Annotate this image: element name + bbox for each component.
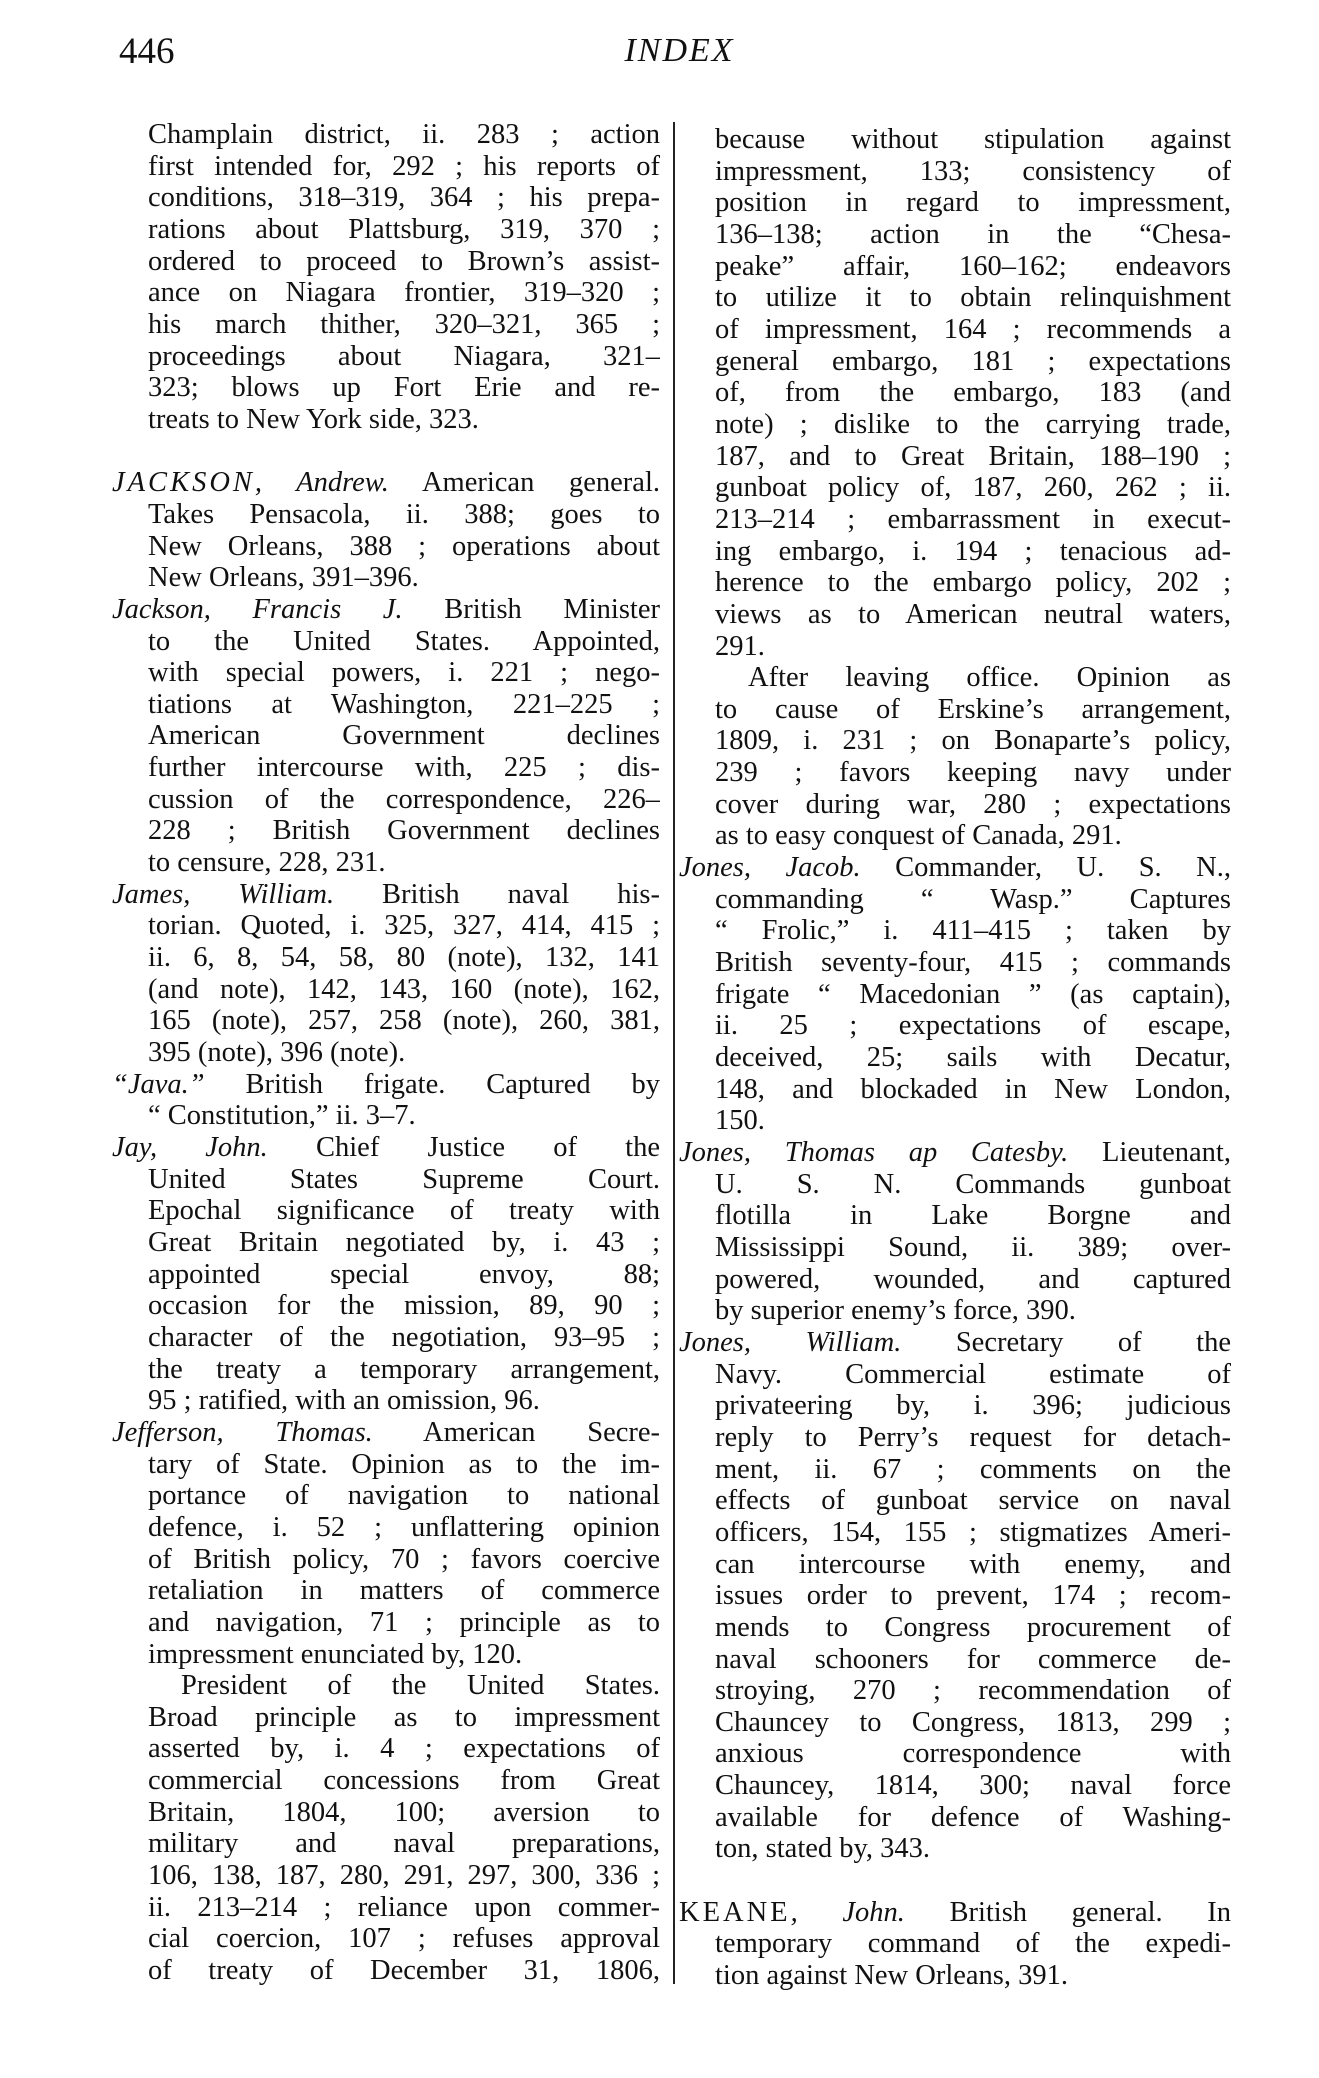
- entry-text: impressment, 133; consistency of: [715, 155, 1231, 187]
- entry-headword: Jefferson, Thomas.: [112, 1416, 373, 1448]
- entry-line: [715, 441, 1231, 473]
- entry-text: cial coercion, 107 ; refuses approval: [148, 1923, 660, 1955]
- index-entry: [679, 1897, 1231, 1992]
- index-entry: [112, 1670, 660, 1987]
- entry-line: [679, 1327, 1231, 1359]
- entry-text: powered, wounded, and captured: [715, 1263, 1231, 1295]
- entry-line: [679, 1137, 1231, 1169]
- entry-line: [715, 251, 1231, 283]
- entry-line: [715, 1833, 1231, 1865]
- entry-line: [715, 124, 1231, 156]
- entry-headword: Jones, William.: [679, 1326, 902, 1358]
- entry-text: reply to Perry’s request for detach-: [715, 1421, 1231, 1453]
- entry-line: [679, 1897, 1231, 1929]
- entry-text: United States Supreme Court.: [148, 1163, 660, 1195]
- entry-text: tiations at Washington, 221–225 ;: [148, 688, 660, 720]
- entry-line: [148, 1195, 660, 1227]
- entry-line: [715, 694, 1231, 726]
- entry-line: [715, 1770, 1231, 1802]
- entry-line: [148, 1164, 660, 1196]
- index-entry: [112, 1132, 660, 1417]
- entry-text: temporary command of the expedi-: [715, 1928, 1231, 1960]
- entry-text: Navy. Commercial estimate of: [715, 1358, 1231, 1390]
- entry-line: [715, 409, 1231, 441]
- entry-line: [148, 1227, 660, 1259]
- entry-line: [715, 1549, 1231, 1581]
- entry-line: [715, 1169, 1231, 1201]
- entry-line: [112, 467, 660, 499]
- entry-line: [715, 536, 1231, 568]
- entry-text: 291.: [715, 630, 765, 662]
- entry-line: [148, 1512, 660, 1544]
- entry-text: American general.: [388, 467, 660, 499]
- entry-text: Epochal significance of treaty with: [148, 1195, 660, 1227]
- entry-line: [148, 1575, 660, 1607]
- entry-line: [148, 182, 660, 214]
- entry-line: [148, 1670, 660, 1702]
- entry-line: [148, 562, 660, 594]
- entry-line: [148, 1449, 660, 1481]
- entry-text: British naval his-: [334, 878, 660, 910]
- entry-text: rations about Plattsburg, 319, 370 ;: [148, 213, 660, 245]
- entry-text: 150.: [715, 1105, 765, 1137]
- entry-line: [148, 277, 660, 309]
- entry-line: [715, 314, 1231, 346]
- entry-text: treats to New York side, 323.: [148, 403, 479, 435]
- entry-line: [715, 1074, 1231, 1106]
- entry-line: [148, 1639, 660, 1671]
- entry-line: [148, 372, 660, 404]
- entry-text: flotilla in Lake Borgne and: [715, 1200, 1231, 1232]
- entry-line: [715, 757, 1231, 789]
- entry-text: of, from the embargo, 183 (and: [715, 377, 1231, 409]
- entry-text: with special powers, i. 221 ; nego-: [148, 657, 660, 689]
- entry-line: [148, 784, 660, 816]
- page-title: INDEX: [624, 32, 735, 69]
- entry-line: [715, 662, 1231, 694]
- entry-text: 136–138; action in the “Chesa-: [715, 218, 1231, 250]
- entry-text: portance of navigation to national: [148, 1480, 660, 1512]
- entry-text: can intercourse with enemy, and: [715, 1548, 1231, 1580]
- entry-text: Chauncey, 1814, 300; naval force: [715, 1770, 1231, 1802]
- entry-text: 106, 138, 187, 280, 291, 297, 300, 336 ;: [148, 1860, 660, 1892]
- index-entry: [112, 879, 660, 1069]
- entry-line: [715, 915, 1231, 947]
- entry-text: appointed special envoy, 88;: [148, 1258, 660, 1290]
- entry-text: American Government declines: [148, 720, 660, 752]
- entry-text: of British policy, 70 ; favors coercive: [148, 1543, 660, 1575]
- entry-headword: Jones, Jacob.: [679, 852, 861, 884]
- entry-line: [148, 246, 660, 278]
- entry-line: [715, 1042, 1231, 1074]
- entry-text: British Minister: [402, 593, 660, 625]
- entry-text: gunboat policy of, 187, 260, 262 ; ii.: [715, 472, 1231, 504]
- entry-line: [148, 214, 660, 246]
- entry-line: [148, 1765, 660, 1797]
- entry-headword: Jones, Thomas ap Catesby.: [679, 1137, 1069, 1168]
- entry-line: [148, 404, 660, 436]
- entry-line: [715, 979, 1231, 1011]
- entry-line: [148, 1733, 660, 1765]
- entry-line: [715, 1105, 1231, 1137]
- entry-line: [148, 119, 660, 151]
- index-entry: [112, 119, 660, 436]
- entry-text: peake” affair, 160–162; endeavors: [715, 250, 1231, 282]
- entry-text: 148, and blockaded in New London,: [715, 1073, 1231, 1105]
- entry-line: [715, 1707, 1231, 1739]
- entry-line: [148, 847, 660, 879]
- entry-line: [148, 815, 660, 847]
- entry-headword: , Andrew.: [254, 467, 389, 499]
- entry-text: Mississippi Sound, ii. 389; over-: [715, 1231, 1231, 1263]
- entry-line: [148, 499, 660, 531]
- entry-line: [715, 1802, 1231, 1834]
- entry-line: [715, 599, 1231, 631]
- entry-line: [148, 1860, 660, 1892]
- entry-line: [715, 725, 1231, 757]
- entry-text: because without stipulation against: [715, 124, 1231, 155]
- entry-line: [112, 1417, 660, 1449]
- entry-line: [148, 1892, 660, 1924]
- entry-line: [148, 1290, 660, 1322]
- entry-line: [679, 852, 1231, 884]
- entry-text: military and naval preparations,: [148, 1828, 660, 1860]
- entry-text: herence to the embargo policy, 202 ;: [715, 567, 1231, 599]
- entry-text: ii. 25 ; expectations of escape,: [715, 1010, 1231, 1042]
- entry-text: President of the United States.: [181, 1670, 660, 1702]
- entry-text: to cause of Erskine’s arrangement,: [715, 693, 1231, 725]
- entry-text: first intended for, 292 ; his reports of: [148, 150, 660, 182]
- entry-line: [715, 1517, 1231, 1549]
- index-entry: [679, 1137, 1231, 1327]
- entry-text: to the United States. Appointed,: [148, 625, 660, 657]
- entry-text: British general. In: [904, 1896, 1231, 1928]
- entry-line: [715, 1928, 1231, 1960]
- entry-text: note) ; dislike to the carrying trade,: [715, 408, 1231, 440]
- entry-text: commercial concessions from Great: [148, 1765, 660, 1797]
- entry-line: [148, 1702, 660, 1734]
- entry-text: ton, stated by, 343.: [715, 1833, 931, 1865]
- entry-text: privateering by, i. 396; judicious: [715, 1390, 1231, 1422]
- entry-line: [715, 631, 1231, 663]
- entry-text: cover during war, 280 ; expectations: [715, 788, 1231, 820]
- entry-headword-surname: JACKSON: [112, 467, 255, 499]
- entry-text: U. S. N. Commands gunboat: [715, 1168, 1231, 1200]
- entry-text: his march thither, 320–321, 365 ;: [148, 308, 660, 340]
- entry-text: deceived, 25; sails with Decatur,: [715, 1042, 1231, 1074]
- entry-line: [715, 377, 1231, 409]
- entry-line: [148, 531, 660, 563]
- entry-text: views as to American neutral waters,: [715, 598, 1231, 630]
- entry-text: impressment enunciated by, 120.: [148, 1638, 523, 1670]
- entry-line: [715, 1612, 1231, 1644]
- entry-text: 323; blows up Fort Erie and re-: [148, 372, 660, 404]
- index-entry: [112, 1417, 660, 1670]
- entry-line: [148, 1037, 660, 1069]
- left-column: [112, 119, 660, 1987]
- entry-text: (and note), 142, 143, 160 (note), 162,: [148, 973, 660, 1005]
- entry-text: 395 (note), 396 (note).: [148, 1037, 406, 1069]
- entry-line: [715, 1644, 1231, 1676]
- entry-text: British seventy-four, 415 ; commands: [715, 947, 1231, 979]
- entry-line: [148, 1828, 660, 1860]
- entry-line: [148, 1322, 660, 1354]
- entry-text: stroying, 270 ; recommendation of: [715, 1675, 1231, 1707]
- entry-line: [148, 341, 660, 373]
- entry-line: [715, 1264, 1231, 1296]
- entry-text: ordered to proceed to Brown’s assist-: [148, 245, 660, 277]
- entry-line: [112, 1069, 660, 1101]
- entry-line: [715, 156, 1231, 188]
- entry-line: [148, 1797, 660, 1829]
- entry-line: [715, 1390, 1231, 1422]
- entry-line: [715, 820, 1231, 852]
- entry-text: 239 ; favors keeping navy under: [715, 757, 1231, 789]
- entry-line: [715, 504, 1231, 536]
- entry-line: [148, 626, 660, 658]
- entry-line: [715, 1200, 1231, 1232]
- index-entry: [112, 594, 660, 879]
- entry-text: “ Frolic,” i. 411–415 ; taken by: [715, 915, 1231, 947]
- entry-headword: “Java.”: [112, 1068, 205, 1100]
- entry-text: effects of gunboat service on naval: [715, 1485, 1231, 1517]
- entry-line: [715, 472, 1231, 504]
- entry-text: ing embargo, i. 194 ; tenacious ad-: [715, 535, 1231, 567]
- entry-headword: Jay, John.: [112, 1132, 268, 1163]
- index-entry: [112, 467, 660, 594]
- entry-line: [715, 947, 1231, 979]
- entry-text: conditions, 318–319, 364 ; his prepa-: [148, 182, 660, 214]
- entry-text: naval schooners for commerce de-: [715, 1643, 1231, 1675]
- entry-line: [148, 720, 660, 752]
- entry-text: the treaty a temporary arrangement,: [148, 1353, 660, 1385]
- entry-text: 213–214 ; embarrassment in execut-: [715, 503, 1231, 535]
- entry-text: Chauncey to Congress, 1813, 299 ;: [715, 1706, 1231, 1738]
- entry-text: torian. Quoted, i. 325, 327, 414, 415 ;: [148, 910, 660, 942]
- entry-line: [715, 884, 1231, 916]
- entry-text: “ Constitution,” ii. 3–7.: [148, 1100, 416, 1132]
- entry-text: tion against New Orleans, 391.: [715, 1960, 1069, 1992]
- entry-text: of treaty of December 31, 1806,: [148, 1955, 660, 1987]
- index-entry: [679, 852, 1231, 1137]
- entry-text: asserted by, i. 4 ; expectations of: [148, 1733, 660, 1765]
- entry-line: [715, 789, 1231, 821]
- entry-text: Takes Pensacola, ii. 388; goes to: [148, 498, 660, 530]
- blank-line: [679, 1865, 1231, 1897]
- blank-line: [112, 436, 660, 468]
- entry-text: general embargo, 181 ; expectations: [715, 345, 1231, 377]
- entry-line: [715, 1010, 1231, 1042]
- entry-line: [148, 1005, 660, 1037]
- entry-line: [112, 594, 660, 626]
- entry-text: New Orleans, 388 ; operations about: [148, 530, 660, 562]
- entry-text: defence, i. 52 ; unflattering opinion: [148, 1511, 660, 1543]
- entry-line: [715, 187, 1231, 219]
- entry-text: Secretary of the: [901, 1326, 1231, 1358]
- entry-text: Broad principle as to impressment: [148, 1701, 660, 1733]
- page-number: 446: [119, 31, 175, 72]
- entry-line: [715, 1485, 1231, 1517]
- entry-line: [715, 567, 1231, 599]
- entry-text: proceedings about Niagara, 321–: [148, 340, 660, 372]
- entry-line: [715, 346, 1231, 378]
- index-entry: [679, 1327, 1231, 1865]
- entry-headword-surname: KEANE: [679, 1896, 791, 1928]
- entry-text: Champlain district, ii. 283 ; action: [148, 119, 660, 150]
- entry-text: mends to Congress procurement of: [715, 1611, 1231, 1643]
- index-entry: [679, 124, 1231, 662]
- entry-line: [112, 1132, 660, 1164]
- entry-line: [148, 151, 660, 183]
- entry-text: ment, ii. 67 ; comments on the: [715, 1453, 1231, 1485]
- entry-line: [715, 1960, 1231, 1992]
- entry-text: to utilize it to obtain relinquishment: [715, 282, 1231, 314]
- entry-text: cussion of the correspondence, 226–: [148, 783, 660, 815]
- entry-text: New Orleans, 391–396.: [148, 562, 419, 594]
- entry-line: [148, 1607, 660, 1639]
- entry-line: [148, 974, 660, 1006]
- entry-line: [148, 1544, 660, 1576]
- entry-text: tary of State. Opinion as to the im-: [148, 1448, 660, 1480]
- entry-line: [148, 942, 660, 974]
- entry-text: Commander, U. S. N.,: [860, 852, 1231, 884]
- entry-line: [148, 1955, 660, 1987]
- entry-text: commanding “ Wasp.” Captures: [715, 883, 1231, 915]
- entry-line: [715, 1232, 1231, 1264]
- entry-line: [715, 1454, 1231, 1486]
- entry-line: [112, 879, 660, 911]
- entry-line: [148, 657, 660, 689]
- entry-line: [148, 1100, 660, 1132]
- entry-text: ii. 6, 8, 54, 58, 80 (note), 132, 141: [148, 942, 660, 974]
- entry-text: Great Britain negotiated by, i. 43 ;: [148, 1226, 660, 1258]
- entry-text: 228 ; British Government declines: [148, 815, 660, 847]
- entry-line: [715, 1422, 1231, 1454]
- entry-text: 187, and to Great Britain, 188–190 ;: [715, 440, 1231, 472]
- entry-line: [715, 1295, 1231, 1327]
- entry-headword: Jackson, Francis J.: [112, 593, 403, 625]
- entry-line: [148, 1354, 660, 1386]
- entry-line: [715, 1738, 1231, 1770]
- entry-line: [148, 1480, 660, 1512]
- entry-text: anxious correspondence with: [715, 1738, 1231, 1770]
- entry-text: character of the negotiation, 93–95 ;: [148, 1321, 660, 1353]
- entry-headword: , John.: [790, 1896, 905, 1928]
- index-entry: [679, 662, 1231, 852]
- entry-text: further intercourse with, 225 ; dis-: [148, 752, 660, 784]
- entry-text: as to easy conquest of Canada, 291.: [715, 820, 1122, 852]
- entry-text: Lieutenant,: [1068, 1137, 1231, 1168]
- entry-line: [148, 910, 660, 942]
- entry-line: [148, 752, 660, 784]
- entry-text: British frigate. Captured by: [204, 1068, 660, 1100]
- entry-line: [715, 1675, 1231, 1707]
- entry-text: 165 (note), 257, 258 (note), 260, 381,: [148, 1005, 660, 1037]
- column-divider: [673, 122, 675, 1984]
- entry-line: [715, 1580, 1231, 1612]
- entry-line: [715, 282, 1231, 314]
- entry-headword: James, William.: [112, 878, 335, 910]
- entry-text: retaliation in matters of commerce: [148, 1575, 660, 1607]
- entry-line: [148, 309, 660, 341]
- entry-text: After leaving office. Opinion as: [748, 662, 1231, 694]
- entry-text: issues order to prevent, 174 ; recom-: [715, 1580, 1231, 1612]
- entry-text: Chief Justice of the: [267, 1132, 660, 1163]
- entry-text: Britain, 1804, 100; aversion to: [148, 1796, 660, 1828]
- entry-line: [715, 219, 1231, 251]
- entry-text: position in regard to impressment,: [715, 187, 1231, 219]
- entry-text: officers, 154, 155 ; stigmatizes Ameri-: [715, 1516, 1231, 1548]
- entry-line: [148, 1385, 660, 1417]
- entry-text: ii. 213–214 ; reliance upon commer-: [148, 1891, 660, 1923]
- entry-text: 95 ; ratified, with an omission, 96.: [148, 1385, 540, 1417]
- entry-line: [715, 1359, 1231, 1391]
- entry-text: American Secre-: [372, 1416, 660, 1448]
- entry-text: frigate “ Macedonian ” (as captain),: [715, 978, 1231, 1010]
- entry-text: by superior enemy’s force, 390.: [715, 1295, 1076, 1327]
- right-column: [679, 124, 1231, 1992]
- entry-text: to censure, 228, 231.: [148, 847, 386, 879]
- entry-text: ance on Niagara frontier, 319–320 ;: [148, 277, 660, 309]
- entry-text: and navigation, 71 ; principle as to: [148, 1606, 660, 1638]
- entry-text: 1809, i. 231 ; on Bonaparte’s policy,: [715, 725, 1231, 757]
- entry-line: [148, 1923, 660, 1955]
- entry-line: [148, 1259, 660, 1291]
- entry-line: [148, 689, 660, 721]
- entry-text: occasion for the mission, 89, 90 ;: [148, 1290, 660, 1322]
- index-entry: [112, 1069, 660, 1132]
- entry-text: available for defence of Washing-: [715, 1801, 1231, 1833]
- entry-text: of impressment, 164 ; recommends a: [715, 313, 1231, 345]
